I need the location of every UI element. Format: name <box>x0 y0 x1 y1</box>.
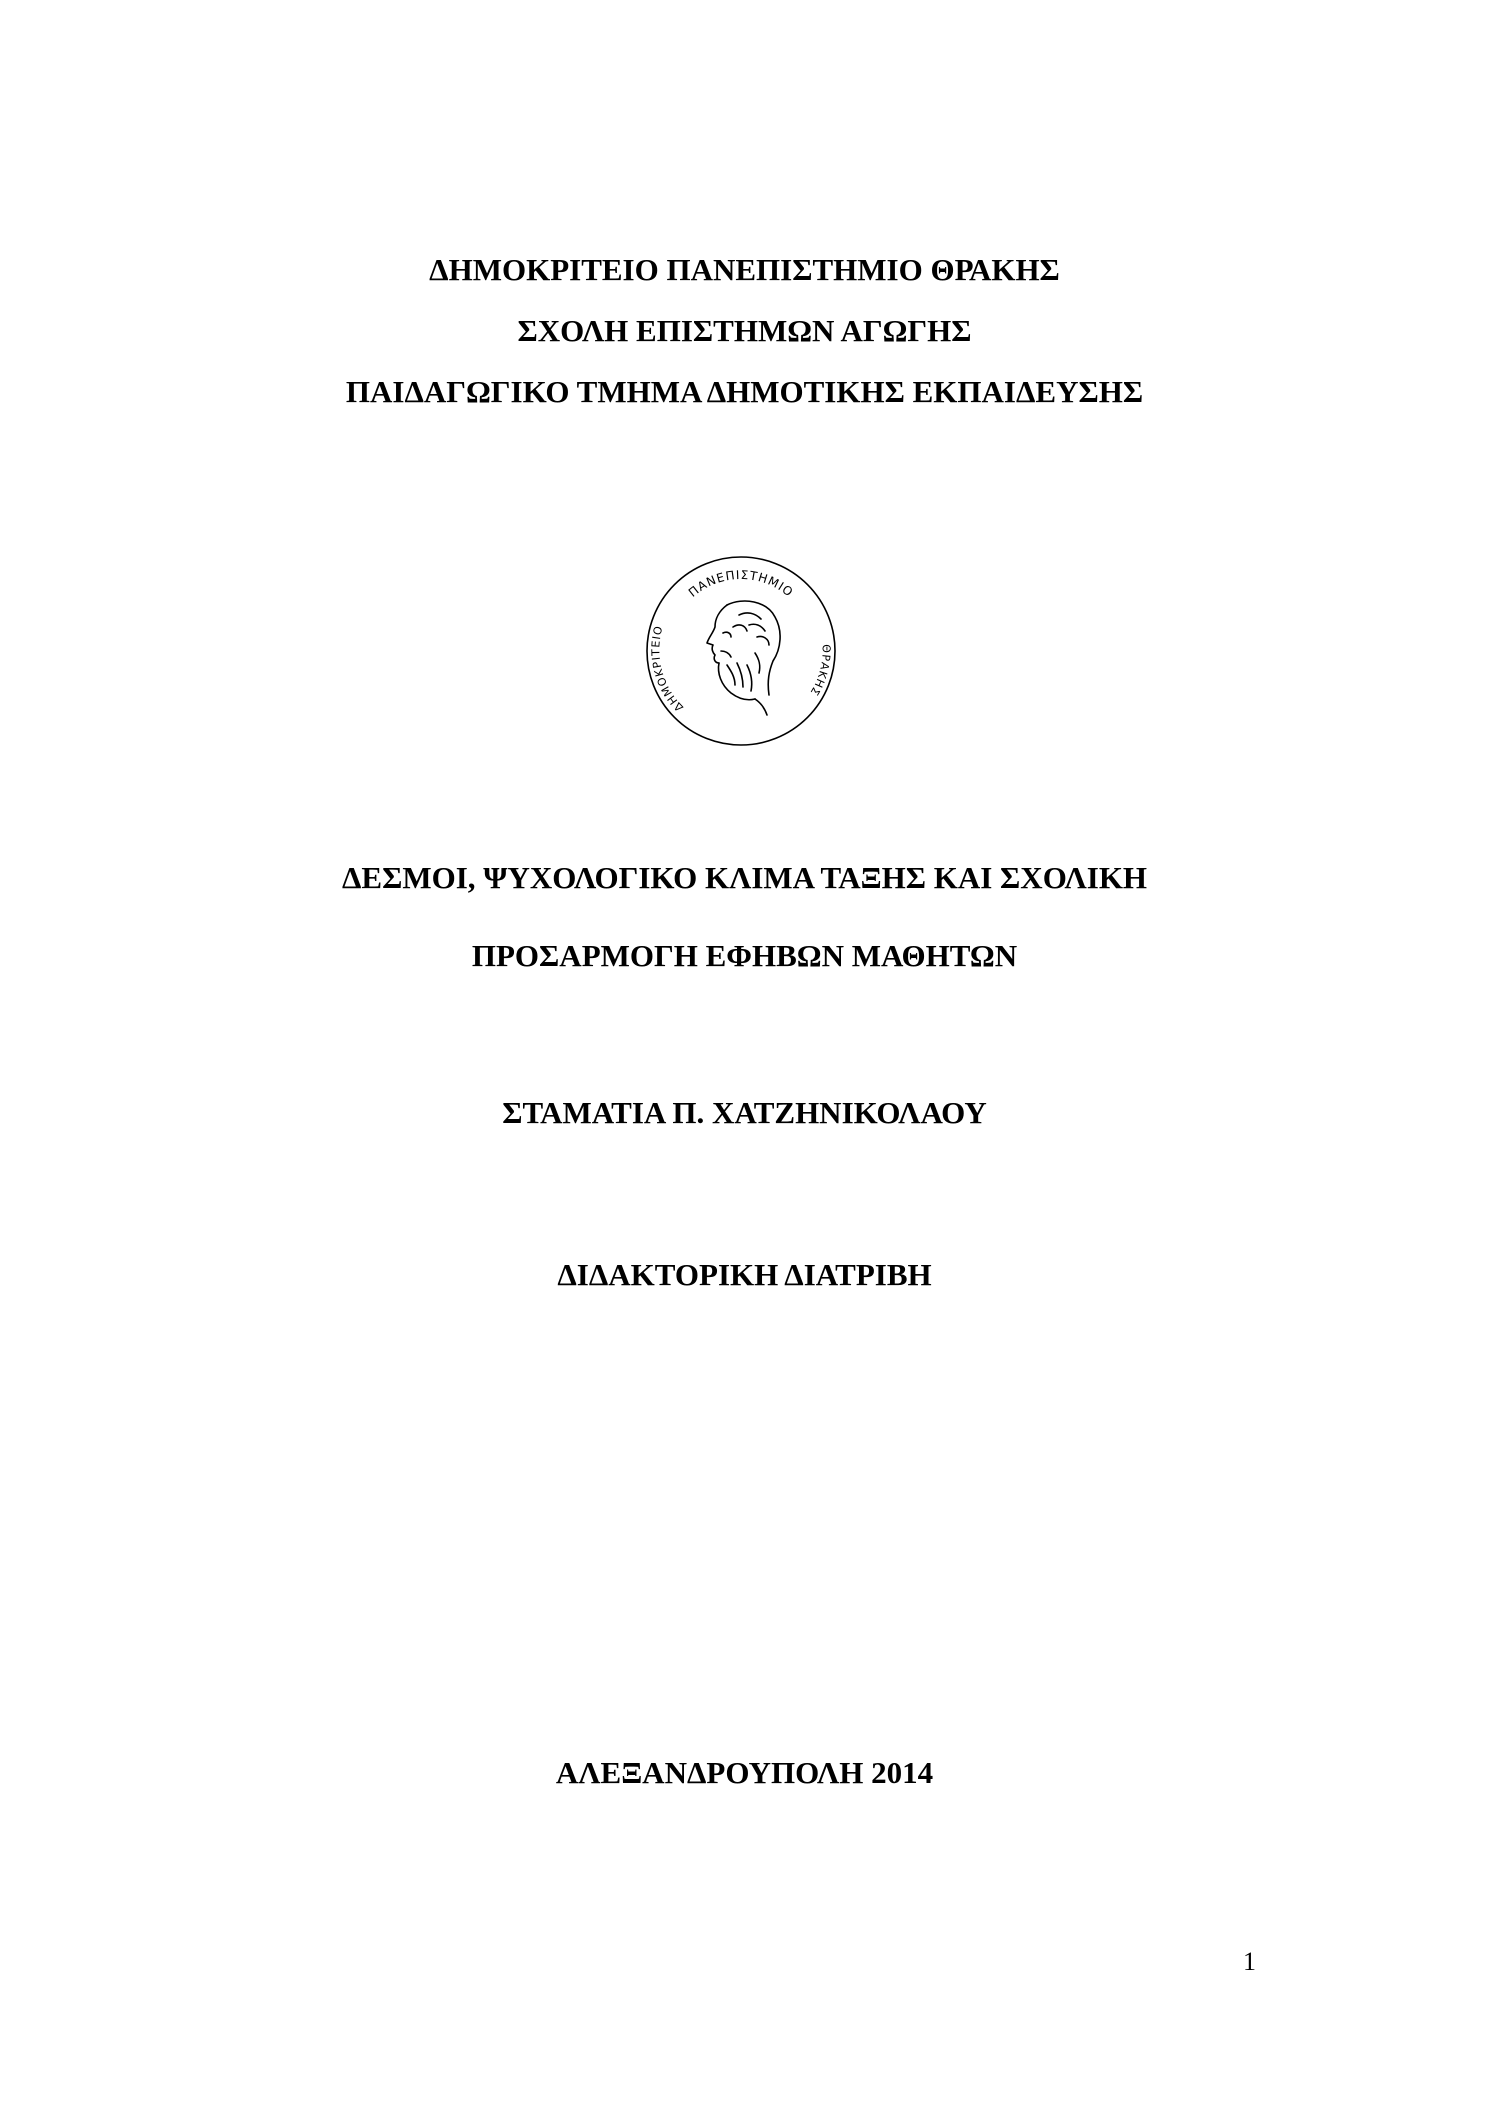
author-name: ΣΤΑΜΑΤΙΑ Π. ΧΑΤΖΗΝΙΚΟΛΑΟΥ <box>502 1095 987 1130</box>
seal-text-right: ΘΡΑΚΗΣ <box>807 644 833 699</box>
place-and-year: ΑΛΕΞΑΝΔΡΟΥΠΟΛΗ 2014 <box>555 1755 934 1790</box>
seal-text-left: ΔΗΜΟΚΡΙΤΕΙΟ <box>649 623 686 715</box>
university-seal-icon <box>643 553 839 749</box>
page-number: 1 <box>1243 1947 1256 1976</box>
thesis-title-line-1: ΔΕΣΜΟΙ, ΨΥΧΟΛΟΓΙΚΟ ΚΛΙΜΑ ΤΑΞΗΣ ΚΑΙ ΣΧΟΛΙΚΗ <box>341 860 1148 895</box>
svg-text:ΔΗΜΟΚΡΙΤΕΙΟ <box>649 624 686 714</box>
document-type: ΔΙΔΑΚΤΟΡΙΚΗ ΔΙΑΤΡΙΒΗ <box>557 1257 932 1292</box>
seal-portrait <box>707 601 780 715</box>
thesis-title-line-2: ΠΡΟΣΑΡΜΟΓΗ ΕΦΗΒΩΝ ΜΑΘΗΤΩΝ <box>471 938 1018 973</box>
department-name: ΠΑΙΔΑΓΩΓΙΚΟ ΤΜΗΜΑ ΔΗΜΟΤΙΚΗΣ ΕΚΠΑΙΔΕΥΣΗΣ <box>345 374 1144 409</box>
school-name: ΣΧΟΛΗ ΕΠΙΣΤΗΜΩΝ ΑΓΩΓΗΣ <box>517 313 972 348</box>
seal-text-top: ΠΑΝΕΠΙΣΤΗΜΙΟ <box>685 567 797 600</box>
svg-text:ΘΡΑΚΗΣ <box>807 644 832 698</box>
university-name: ΔΗΜΟΚΡΙΤΕΙΟ ΠΑΝΕΠΙΣΤΗΜΙΟ ΘΡΑΚΗΣ <box>429 252 1060 287</box>
svg-text:ΠΑΝΕΠΙΣΤΗΜΙΟ <box>686 568 796 600</box>
